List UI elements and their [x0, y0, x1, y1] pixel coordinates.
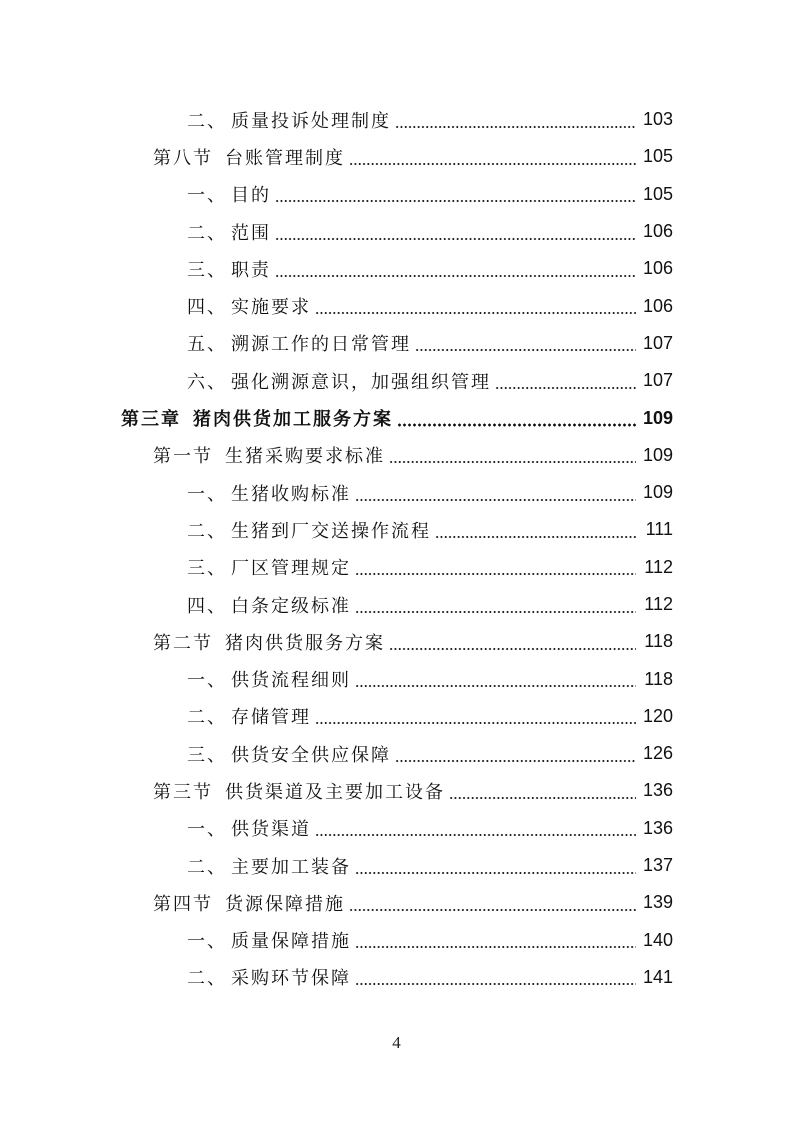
- toc-entry-title: 供货安全供应保障: [231, 744, 391, 766]
- toc-entry-page: 106: [642, 221, 673, 242]
- toc-entry-title: 采购环节保障: [231, 968, 351, 990]
- toc-entry-page: 109: [642, 444, 673, 465]
- toc-entry[interactable]: [0, 176, 793, 213]
- dot-leader: [349, 894, 636, 912]
- toc-entry[interactable]: [0, 623, 793, 660]
- toc-entry-number: 三、: [187, 558, 227, 580]
- toc-entry-number: 三、: [187, 744, 227, 766]
- dot-leader: [315, 707, 636, 725]
- toc-entry-title: 职责: [231, 259, 271, 281]
- toc-entry-page: 118: [644, 631, 673, 652]
- toc-entry[interactable]: [0, 213, 793, 250]
- toc-entry-page: 118: [644, 668, 673, 689]
- dot-leader: [397, 409, 636, 427]
- dot-leader: [449, 782, 636, 800]
- toc-entry-number: 第二节: [153, 632, 213, 654]
- toc-entry-page: 103: [642, 109, 673, 130]
- toc-entry-page: 107: [642, 332, 673, 353]
- toc-entry-title: 供货渠道及主要加工设备: [225, 781, 445, 803]
- toc-chapter-entry[interactable]: [0, 399, 793, 436]
- toc-entry-page: 106: [642, 258, 673, 279]
- toc-entry-title: 猪肉供货服务方案: [225, 632, 385, 654]
- toc-entry-title: 溯源工作的日常管理: [231, 334, 411, 356]
- toc-entry-page: 139: [642, 892, 673, 913]
- toc-entry-page: 141: [642, 966, 673, 987]
- toc-entry-title: 存储管理: [231, 707, 311, 729]
- toc-entry-title: 质量投诉处理制度: [231, 110, 391, 132]
- toc-entry-title: 实施要求: [231, 297, 311, 319]
- toc-entry[interactable]: [0, 772, 793, 809]
- toc-entry-number: 二、: [187, 856, 227, 878]
- toc-entry-title: 生猪收购标准: [231, 483, 351, 505]
- toc-entry-page: 109: [642, 407, 673, 428]
- toc-entry-page: 140: [642, 929, 673, 950]
- toc-entry-number: 二、: [187, 520, 227, 542]
- dot-leader: [355, 931, 636, 949]
- toc-entry-title: 范围: [231, 222, 271, 244]
- dot-leader: [435, 521, 636, 539]
- toc-entry-page: 112: [644, 556, 673, 577]
- toc-entry-number: 第一节: [153, 446, 213, 468]
- dot-leader: [275, 223, 636, 241]
- toc-entry-page: 111: [645, 519, 673, 540]
- toc-entry-number: 二、: [187, 968, 227, 990]
- toc-entry[interactable]: [0, 698, 793, 735]
- toc-entry-page: 137: [642, 855, 673, 876]
- toc-entry-title: 目的: [231, 185, 271, 207]
- toc-entry-title: 供货渠道: [231, 819, 311, 841]
- toc-entry[interactable]: [0, 437, 793, 474]
- toc-entry[interactable]: [0, 101, 793, 138]
- toc-entry[interactable]: [0, 810, 793, 847]
- toc-entry-page: 136: [642, 817, 673, 838]
- toc-entry-title: 强化溯源意识，加强组织管理: [231, 371, 491, 393]
- dot-leader: [355, 968, 636, 986]
- toc-entry-number: 第三章: [121, 409, 181, 431]
- toc-entry-page: 105: [642, 146, 673, 167]
- toc-entry[interactable]: [0, 549, 793, 586]
- toc-entry-title: 生猪采购要求标准: [225, 446, 385, 468]
- toc-entry-title: 猪肉供货加工服务方案: [193, 409, 393, 431]
- toc-entry[interactable]: [0, 884, 793, 921]
- toc-entry-number: 六、: [187, 371, 227, 393]
- toc-entry[interactable]: [0, 959, 793, 996]
- toc-entry-number: 三、: [187, 259, 227, 281]
- toc-entry-title: 主要加工装备: [231, 856, 351, 878]
- toc-entry[interactable]: [0, 586, 793, 623]
- toc-entry[interactable]: [0, 660, 793, 697]
- toc-entry-title: 质量保障措施: [231, 931, 351, 953]
- toc-entry-number: 四、: [187, 297, 227, 319]
- page-number: 4: [392, 1033, 401, 1052]
- dot-leader: [355, 558, 636, 576]
- dot-leader: [389, 446, 636, 464]
- toc-entry-number: 一、: [187, 483, 227, 505]
- toc-entry-page: 120: [642, 705, 673, 726]
- dot-leader: [395, 111, 636, 129]
- toc-entry-number: 二、: [187, 110, 227, 132]
- toc-entry[interactable]: [0, 287, 793, 324]
- toc-entry-title: 生猪到厂交送操作流程: [231, 520, 431, 542]
- toc-entry-number: 第四节: [153, 893, 213, 915]
- toc-entry[interactable]: [0, 735, 793, 772]
- dot-leader: [389, 633, 636, 651]
- dot-leader: [315, 819, 636, 837]
- toc-entry[interactable]: [0, 847, 793, 884]
- dot-leader: [415, 334, 636, 352]
- dot-leader: [315, 297, 636, 315]
- dot-leader: [495, 372, 636, 390]
- toc-entry-page: 109: [642, 482, 673, 503]
- toc-entry[interactable]: [0, 138, 793, 175]
- toc-entry[interactable]: [0, 362, 793, 399]
- toc-entry[interactable]: [0, 474, 793, 511]
- dot-leader: [355, 596, 636, 614]
- toc-entry-number: 第三节: [153, 781, 213, 803]
- toc-entry-page: 136: [642, 780, 673, 801]
- toc-entry-number: 第八节: [153, 147, 213, 169]
- dot-leader: [275, 260, 636, 278]
- toc-entry[interactable]: [0, 922, 793, 959]
- toc-entry-title: 台账管理制度: [225, 147, 345, 169]
- toc-entry-number: 二、: [187, 707, 227, 729]
- toc-entry-number: 二、: [187, 222, 227, 244]
- toc-entry-number: 一、: [187, 185, 227, 207]
- toc-entry[interactable]: [0, 325, 793, 362]
- toc-entry[interactable]: [0, 511, 793, 548]
- toc-entry-title: 货源保障措施: [225, 893, 345, 915]
- toc-entry-page: 107: [642, 370, 673, 391]
- dot-leader: [355, 857, 636, 875]
- toc-entry-title: 厂区管理规定: [231, 558, 351, 580]
- toc-entry-number: 一、: [187, 931, 227, 953]
- toc-entry-page: 126: [642, 743, 673, 764]
- toc-entry-title: 供货流程细则: [231, 670, 351, 692]
- dot-leader: [355, 670, 636, 688]
- toc-entry-page: 112: [644, 594, 673, 614]
- toc-entry-title: 白条定级标准: [231, 595, 351, 617]
- table-of-contents: [0, 101, 793, 996]
- dot-leader: [349, 148, 636, 166]
- toc-entry-number: 四、: [187, 595, 227, 617]
- toc-entry-page: 105: [642, 183, 673, 204]
- dot-leader: [355, 484, 636, 502]
- toc-entry-page: 106: [642, 295, 673, 316]
- toc-entry-number: 一、: [187, 819, 227, 841]
- toc-entry[interactable]: [0, 250, 793, 287]
- dot-leader: [395, 745, 636, 763]
- dot-leader: [275, 185, 636, 203]
- toc-entry-number: 一、: [187, 670, 227, 692]
- toc-entry-number: 五、: [187, 334, 227, 356]
